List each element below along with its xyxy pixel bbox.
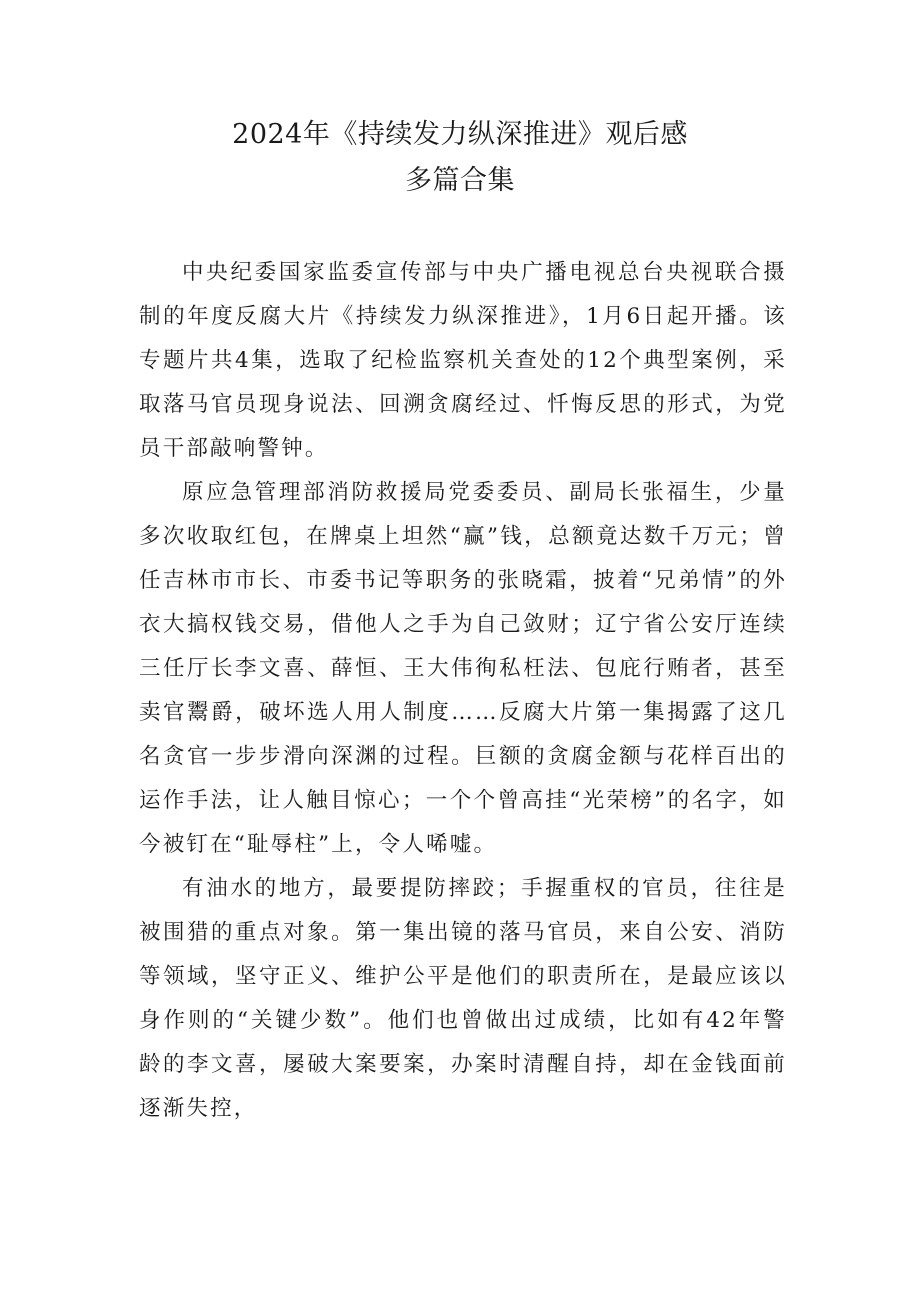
title-line-1: 2024年《持续发力纵深推进》观后感 (232, 119, 688, 150)
document-body (139, 251, 787, 1131)
paragraph-3: 有油水的地方，最要提防摔跤；手握重权的官员，往往是被围猎的重点对象。第一集出镜的落马官员，来自公安、消防等领域，坚守正义、维护公平是他们的职责所在，是最应该以身作则的“关键少数”。他们也曾做出过成绩，比如有42年警龄的李文喜，屡破大案要案，办案时清醒自持，却在金钱面前逐渐失控， (139, 876, 787, 1121)
title-line-2: 多篇合集 (405, 165, 515, 196)
document-title (0, 112, 920, 204)
paragraph-2: 原应急管理部消防救援局党委委员、副局长张福生，少量多次收取红包，在牌桌上坦然“赢”钱，总额竟达数千万元；曾任吉林市市长、市委书记等职务的张晓霜，披着“兄弟情”的外衣大搞权钱交易，借他人之手为自己敛财；辽宁省公安厅连续三任厅长李文喜、薛恒、王大伟徇私枉法、包庇行贿者，甚至卖官鬻爵，破坏选人用人制度……反腐大片第一集揭露了这几名贪官一步步滑向深渊的过程。巨额的贪腐金额与花样百出的运作手法，让人触目惊心；一个个曾高挂“光荣榜”的名字，如今被钉在“耻辱柱”上，令人唏嘘。 (139, 480, 787, 857)
paragraph-1: 中央纪委国家监委宣传部与中央广播电视总台央视联合摄制的年度反腐大片《持续发力纵深推进》，1月6日起开播。该专题片共4集，选取了纪检监察机关查处的12个典型案例，采取落马官员现身说法、回溯贪腐经过、忏悔反思的形式，为党员干部敲响警钟。 (139, 260, 787, 461)
